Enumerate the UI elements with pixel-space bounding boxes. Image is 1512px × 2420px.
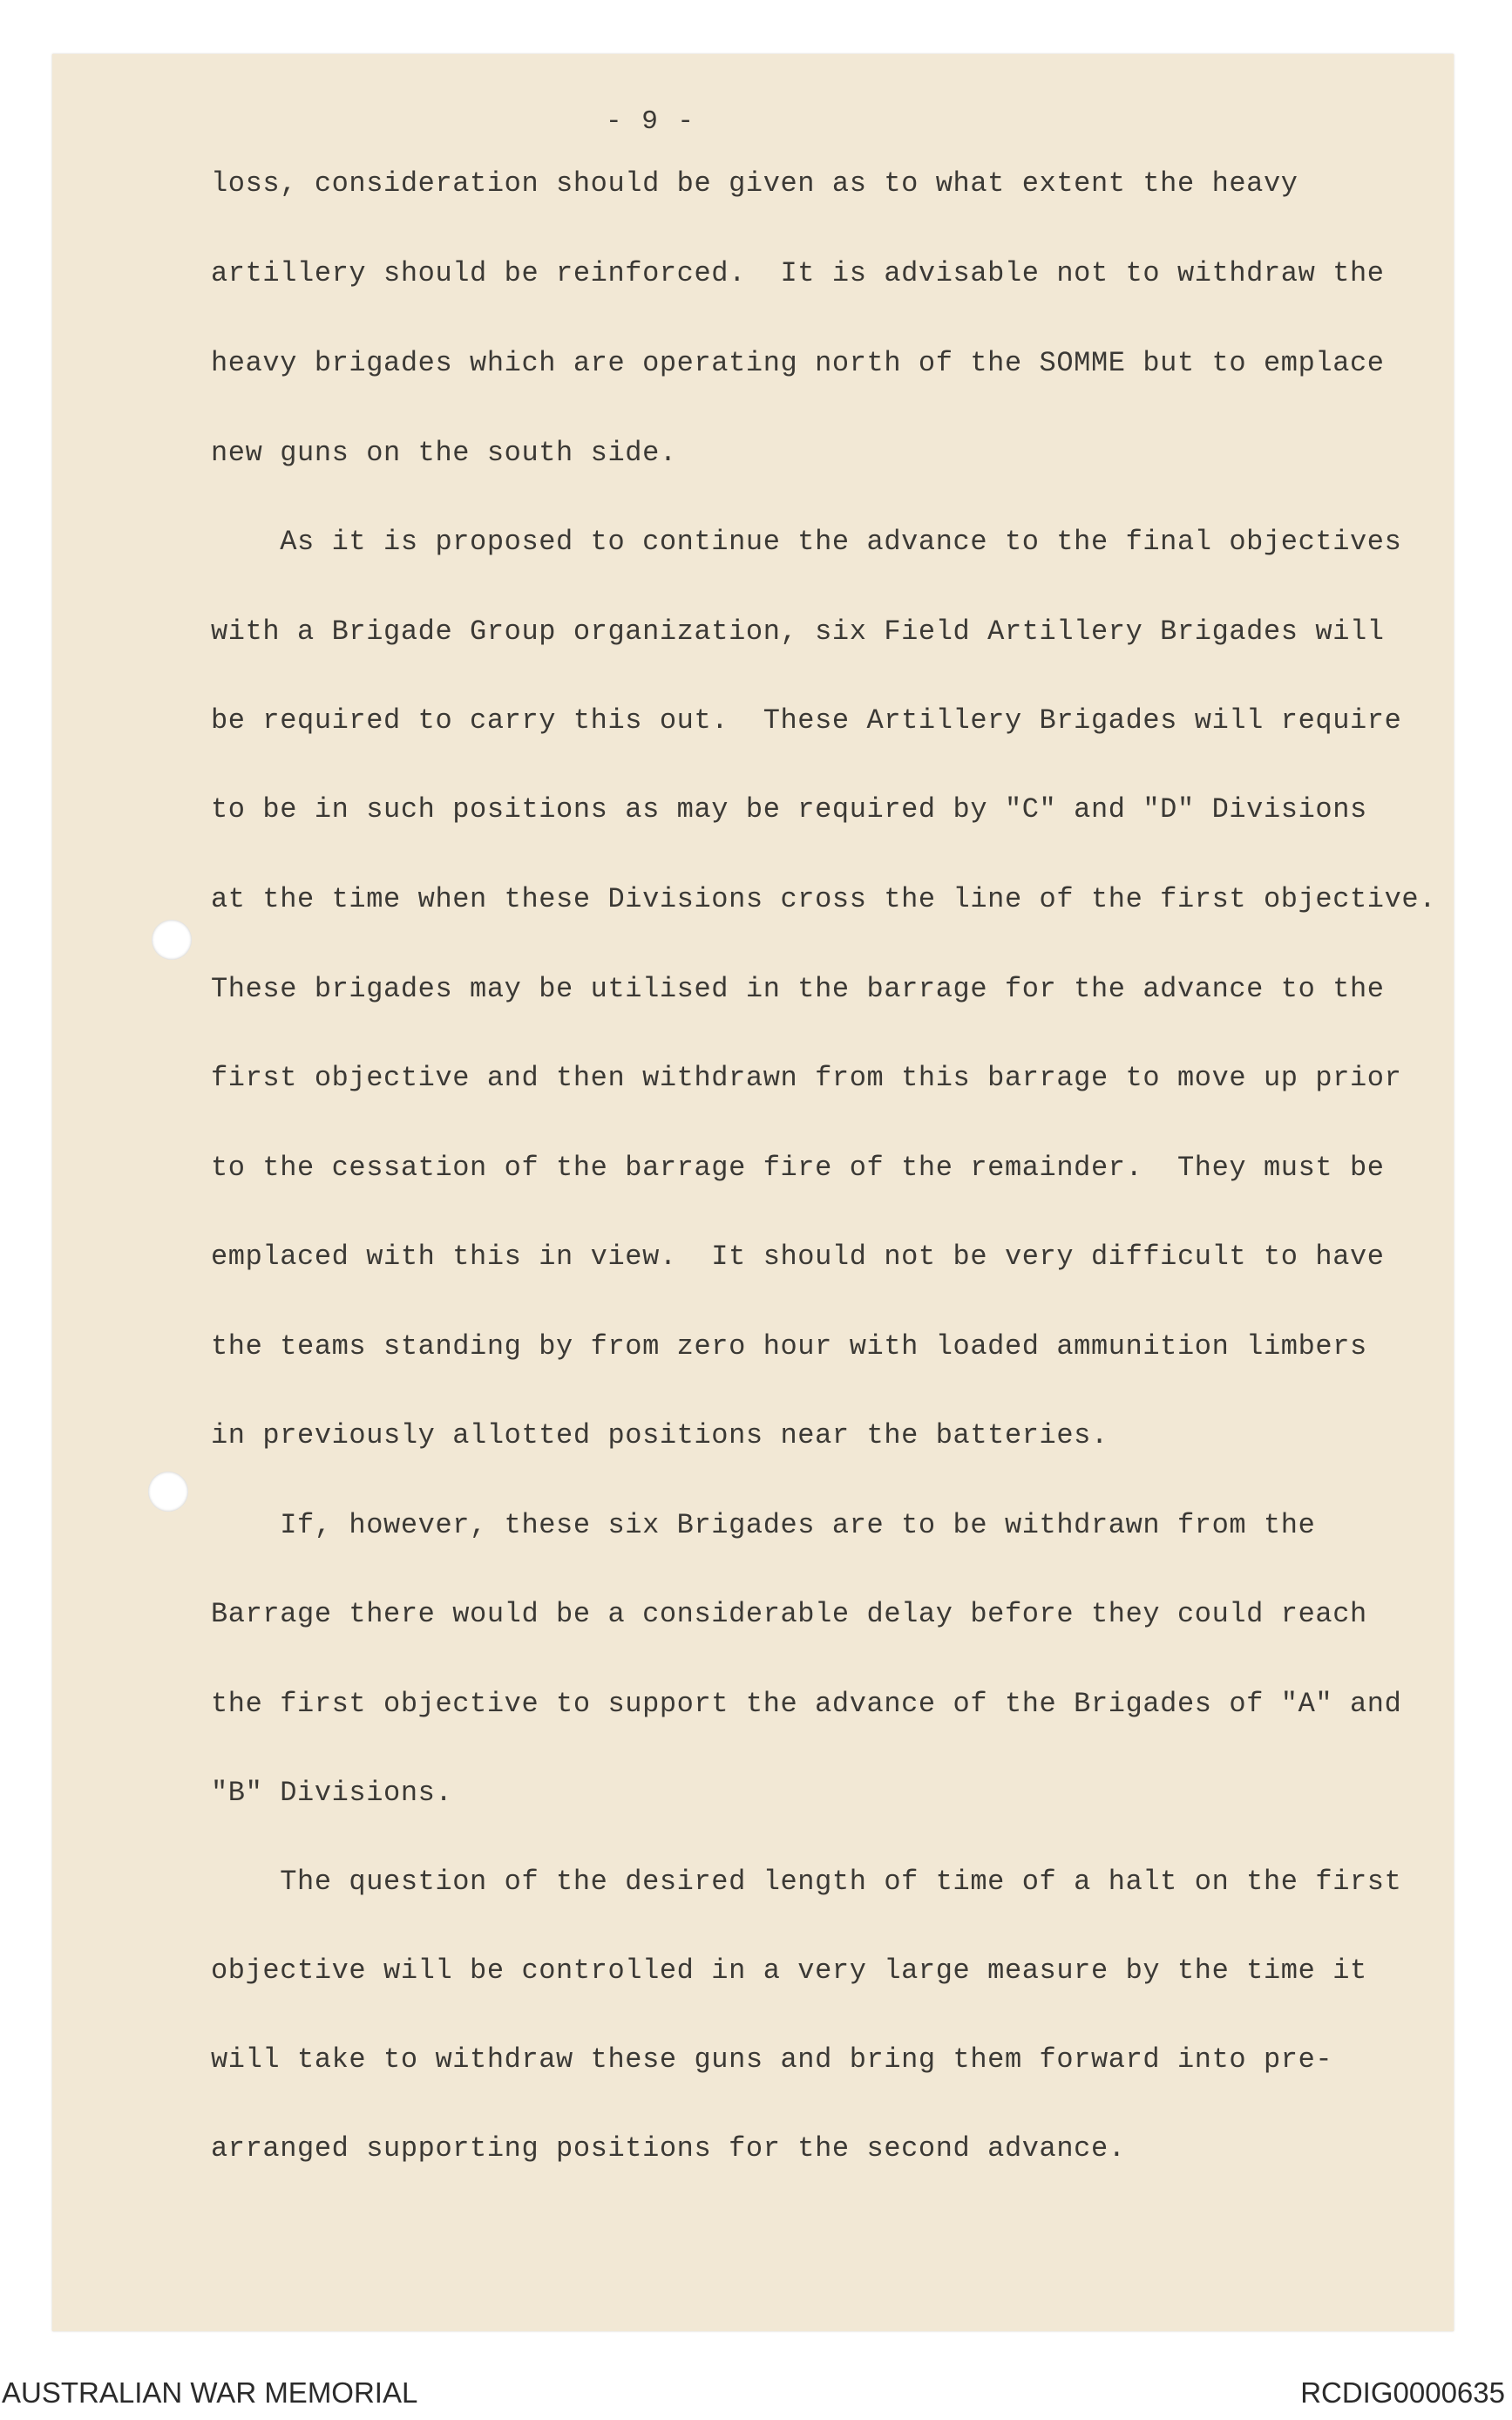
punch-hole xyxy=(148,1472,188,1512)
text-line: first objective and then withdrawn from this barrage to move up prior xyxy=(211,1062,1402,1094)
archive-credit: AUSTRALIAN WAR MEMORIAL xyxy=(2,2376,418,2409)
text-line: to be in such positions as may be required by "C" and "D" Divisions xyxy=(211,793,1367,826)
text-line: arranged supporting positions for the second advance. xyxy=(211,2132,1126,2165)
text-line: the teams standing by from zero hour with loaded ammunition limbers xyxy=(211,1330,1367,1363)
text-line: new guns on the south side. xyxy=(211,437,677,469)
document-page xyxy=(52,54,1454,2331)
text-line: If, however, these six Brigades are to be withdrawn from the xyxy=(211,1509,1316,1541)
text-line: The question of the desired length of time of a halt on the first xyxy=(211,1866,1402,1898)
archive-identifier: RCDIG0000635 xyxy=(1300,2376,1505,2409)
punch-hole xyxy=(152,920,192,960)
text-line: be required to carry this out. These Artillery Brigades will require xyxy=(211,704,1402,737)
text-line: "B" Divisions. xyxy=(211,1777,453,1809)
text-line: artillery should be reinforced. It is advisable not to withdraw the xyxy=(211,257,1385,289)
page-number: - 9 - xyxy=(606,106,696,137)
text-line: loss, consideration should be given as to what extent the heavy xyxy=(211,167,1298,200)
text-line: These brigades may be utilised in the barrage for the advance to the xyxy=(211,973,1385,1005)
text-line: in previously allotted positions near the batteries. xyxy=(211,1419,1109,1451)
text-line: with a Brigade Group organization, six Field Artillery Brigades will xyxy=(211,615,1385,648)
text-line: objective will be controlled in a very large measure by the time it xyxy=(211,1954,1367,1987)
text-line: heavy brigades which are operating north of the SOMME but to emplace xyxy=(211,347,1385,379)
text-line: emplaced with this in view. It should not be very difficult to have xyxy=(211,1241,1385,1273)
text-line: will take to withdraw these guns and bring them forward into pre- xyxy=(211,2043,1333,2076)
text-line: to the cessation of the barrage fire of the remainder. They must be xyxy=(211,1152,1385,1184)
text-line: As it is proposed to continue the advance to the final objectives xyxy=(211,526,1402,558)
text-line: the first objective to support the advance of the Brigades of "A" and xyxy=(211,1688,1402,1720)
text-line: at the time when these Divisions cross the line of the first objective. xyxy=(211,883,1437,915)
text-line: Barrage there would be a considerable delay before they could reach xyxy=(211,1598,1367,1630)
